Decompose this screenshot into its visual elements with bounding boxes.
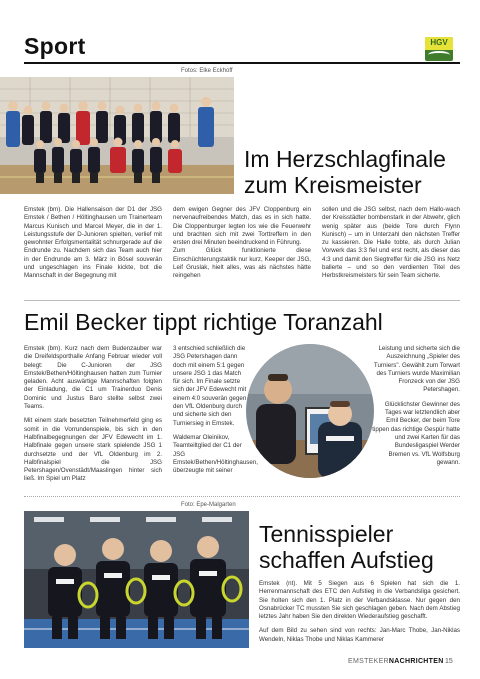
article2-col2-para-2: Waldemar Oleinikov, Teamteiltglied der C1 der JSG Emstek/Bethen/Höltinghausen, überzeugte mit seiner [173,433,258,475]
divider-2 [24,496,460,497]
headline-tennis-line-1: Tennisspieler [259,521,394,547]
article2-col1-para-2: Mit einem stark besetzten Teilnehmerfeld ging es somit in die Vorrundenspiele, bis sich in den Halbfinalbegegnungen der JFV Edewecht im 1. Halbfinale gegen unsere stark spielende JSG 1 durchsetzte und der VfL Oldenburg im 2. Halbfinalspiel die JSG Petershagen/Ovenstädt/Maaslingen hinter sich ließ. Im Spiel um Platz [24,417,162,483]
section-title: Sport [24,33,86,59]
headline-line-2: zum Kreismeister [244,172,422,199]
team-photo-d1 [0,77,234,194]
article2-col3-para-2: Glücklichster Gewinner des Tages war letztendlich aber Emil Becker, der beim Tore tippen das richtige Gespür hatte und zwei Karten für das Bundesligaspiel Werder Bremen vs. VfL Wolfsburg gewann. [372,400,460,466]
header-rule [24,62,460,64]
headline-toranzahl: Emil Becker tippt richtige Toranzahl [24,309,383,335]
footer-brand [348,658,444,665]
article2-col-1 [24,345,162,490]
headline-line-1: Im Herzschlagfinale [244,146,446,172]
photo-credit-1: Fotos: Elke Eckhoff [181,68,233,74]
article2-col1-para-1: Emstek (bm). Kurz nach dem Budenzauber war die Dreifeldsporthalle Anfang Februar wieder voll belegt: Die C-Junioren der JSG Emstek/Bethen/Höltinghausen hatten zum Turnier geladen. Acht auswärtige Mannschaften folgten der Einladung, die C1 um Trainerduo Denis Dominic und Justus Baro stellte selbst zwei Teams. [24,345,162,411]
article2-col3-para-1: Leistung und sicherte sich die Auszeichnung „Spieler des Turniers". Gewählt zum Torwart des Turniers wurde Maximilian Fronzeck von der JSG Petershagen. [373,345,460,394]
article3-para-2: Auf dem Bild zu sehen sind von rechts: Jan-Marc Thobe, Jan-Niklas Wendeln, Niklas Thobe und Niklas Kammerer [259,627,460,643]
page-number: 15 [445,658,453,665]
headline-tennis-line-2: schaffen Aufstieg [259,547,434,574]
footer-brand-light: EMSTEKER [348,658,389,665]
article2-col-3 [372,345,460,473]
logo-text: HGV [430,38,448,47]
hgv-logo [425,37,453,61]
winner-photo-round [246,344,374,478]
article1-col-1: Emstek (bm). Die Hallensaison der D1 der JSG Emstek / Bethen / Höltinghausen um Trainerteam Marcus Kunisch und Marcel Meyer, die in der 1. Leistungsstufe der D-Junioren spielten, verlief mit gewohnter Erfolgsmentalität schnurgerade auf die Endrunde zu. Nachdem sich das Team auch hier in der Endrunde am 3. März in Bösel souverän und ungeschlagen ins Finale kickte, bot die Mannschaft in der Begegnung mit [24,206,162,280]
headline-kreismeister [244,146,446,199]
headline-tennis [259,521,434,574]
divider-1 [24,300,460,301]
article3-body [259,580,460,650]
tennis-team-photo [24,511,249,648]
article3-para-1: Emstek (nt). Mit 5 Siegen aus 6 Spielen hat sich die 1. Herrenmannschaft des ETC den Aufstieg in die Verbandsliga gesichert. Sie holten sich den 1. Platz in der Verbandsklasse. Nur gegen den Osnabrücker TC mussten Sie sich geschlagen geben. Nach dem Abstieg letztes Jahr haben Sie den direkten Wiederaufstieg geschafft. [259,580,460,621]
article1-col-2: dem ewigen Gegner des JFV Cloppenburg ein nervenaufreibendes Match, das es in sich hatte. Die Cloppenburger legten los wie die Feuerwehr und brachten sich mit zwei Torttreffern in den ersten drei Minuten beeindruckend in Führung. Zum Glück funktionierte diese Einschüchterungstaktik nur kurz, Keeper der JSG, Leif Gruslak, hielt alles, was als nächstes hätte reingehen [173,206,311,280]
article2-col-2 [173,345,258,481]
article1-col-3: sollen und die JSG selbst, nach dem Hallo-wach der Kreisstädter bombenstark in der Abwehr, glich wenig später aus (beide Tore durch Flynn Kunisch) – um in Unterzahl den nächsten Treffer zu kassieren. Die Halle tobte, als durch Julian Vorwerk das 3:3 fiel und erst recht, als dieser das 4:3 und damit den Siegtreffer für die JSG ins Netz ballerte – und so den verdienten Titel des Herbstkreismeisters für sein Team sicherte. [322,206,460,280]
article2-col2-para-1: 3 entschied schließlich die JSG Petershagen dann doch mit einem 5:1 gegen unsere JSG 1 das Match für sich. Im Finale setzte sich der JFV Edewecht mit einem 4:0 souverän gegen den VfL Oldenburg durch und sicherte sich den Turniersieg in Emstek. [173,345,247,427]
footer-brand-bold: NACHRICHTEN [388,658,444,665]
photo-credit-3: Foto: Epe-Malgarten [181,502,236,508]
